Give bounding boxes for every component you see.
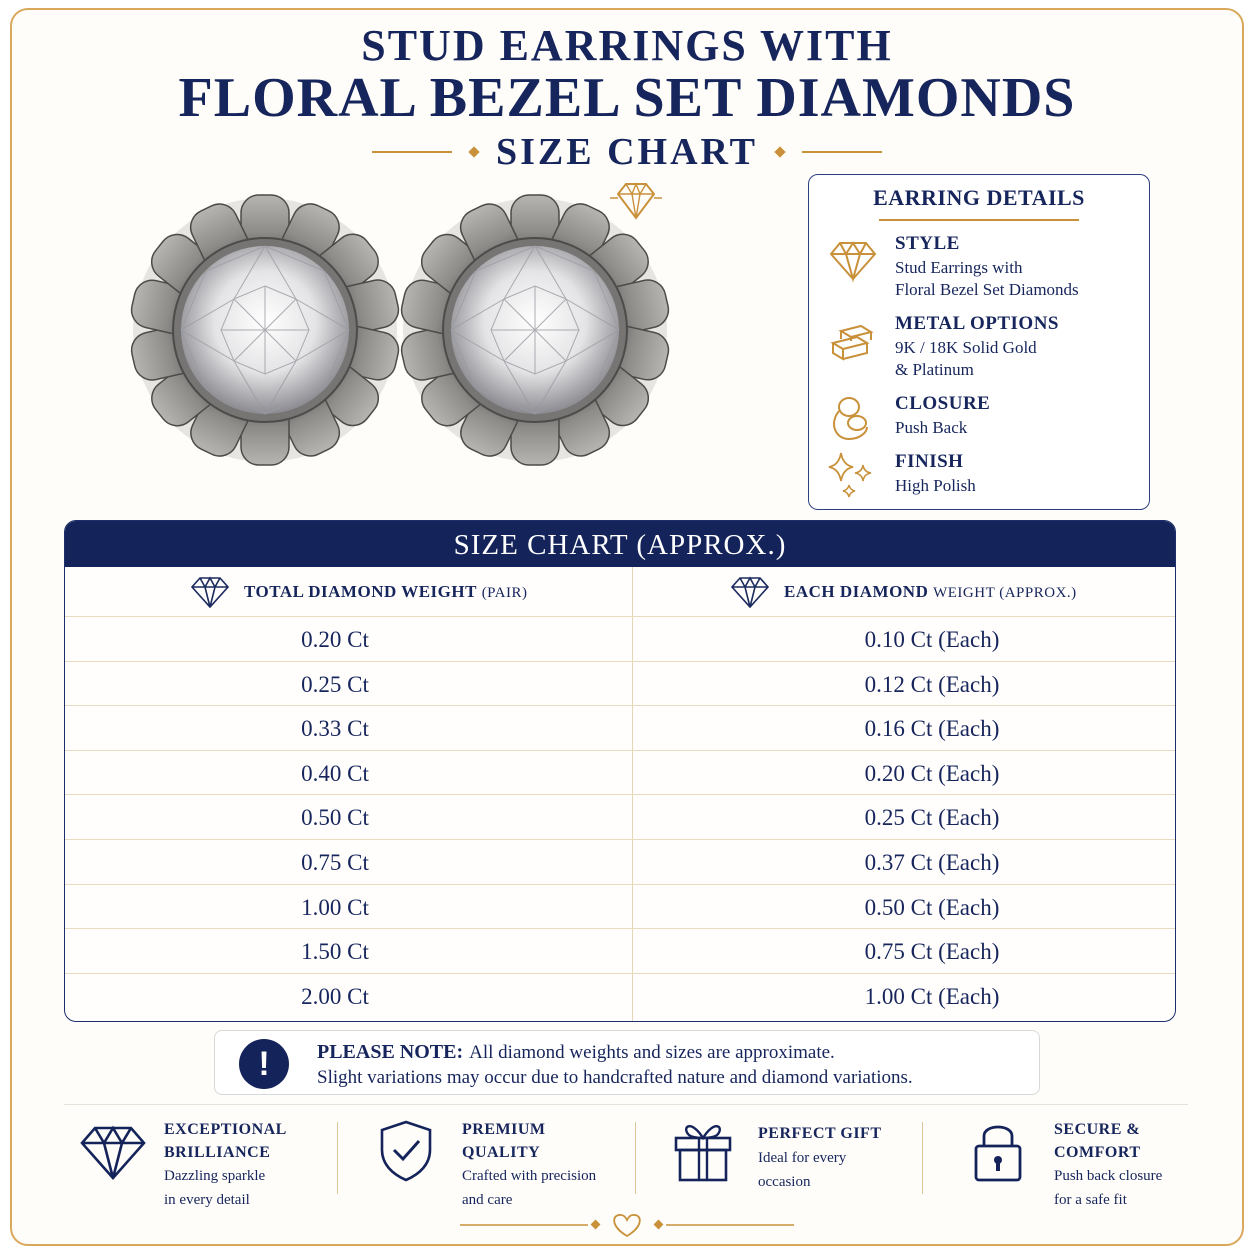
column-header-each <box>730 567 1077 617</box>
note-label: PLEASE NOTE: <box>317 1041 464 1063</box>
size-chart-rows <box>65 616 1175 1017</box>
gold-dot-left <box>468 146 479 157</box>
feature-gift-title: PERFECT GIFT <box>758 1125 882 1142</box>
column-total-label: TOTAL DIAMOND WEIGHT <box>244 582 477 601</box>
each-weight: 0.75 Ct (Each) <box>864 939 1000 965</box>
column-header-total <box>190 567 527 617</box>
feature-gift-desc: Ideal for every occasion <box>758 1150 847 1190</box>
detail-style <box>827 233 1137 303</box>
detail-style-value: Stud Earrings with Floral Bezel Set Diamonds <box>895 258 1079 299</box>
total-weight: 0.20 Ct <box>301 627 369 652</box>
feature-separator <box>635 1122 636 1194</box>
total-weight: 0.40 Ct <box>301 760 369 786</box>
earrings-image <box>125 190 685 470</box>
size-chart-table <box>64 520 1176 1022</box>
diamond-outline-icon <box>78 1118 148 1184</box>
table-row <box>65 750 1175 795</box>
gold-bars-icon <box>827 313 879 365</box>
details-title: EARRING DETAILS <box>873 185 1085 210</box>
feature-separator <box>922 1122 923 1194</box>
detail-finish-label: FINISH <box>895 451 964 472</box>
feature-brilliance-desc: Dazzling sparkle in every detail <box>164 1168 266 1208</box>
detail-metal-value: 9K / 18K Solid Gold & Platinum <box>895 338 1037 379</box>
feature-divider <box>64 1104 1188 1105</box>
earring-back-icon <box>827 393 879 445</box>
total-weight: 0.33 Ct <box>301 716 369 742</box>
each-weight: 0.12 Ct (Each) <box>864 671 1000 697</box>
subtitle: SIZE CHART <box>495 131 758 173</box>
column-each-sub: WEIGHT (APPROX.) <box>933 585 1077 601</box>
lock-icon <box>968 1118 1038 1184</box>
gold-divider-left <box>372 151 452 153</box>
feature-secure <box>968 1112 1198 1212</box>
table-row <box>65 884 1175 929</box>
gold-divider-right <box>802 151 882 153</box>
each-weight: 0.37 Ct (Each) <box>864 849 1000 875</box>
each-weight: 0.20 Ct (Each) <box>864 760 1000 786</box>
shield-check-icon <box>376 1118 446 1184</box>
feature-brilliance-title: EXCEPTIONAL BRILLIANCE <box>164 1121 287 1161</box>
note-text-1: All diamond weights and sizes are approximate. <box>469 1042 835 1063</box>
total-weight: 0.75 Ct <box>301 849 369 875</box>
total-weight: 1.00 Ct <box>301 894 369 920</box>
right-earring <box>398 195 672 465</box>
feature-separator <box>337 1122 338 1194</box>
diamond-outline-icon <box>190 575 230 609</box>
column-total-sub: (PAIR) <box>481 585 528 601</box>
size-chart-title: SIZE CHART (APPROX.) <box>65 521 1175 567</box>
title-line-2: FLORAL BEZEL SET DIAMONDS <box>178 67 1076 129</box>
each-weight: 0.16 Ct (Each) <box>864 716 1000 742</box>
feature-quality <box>376 1112 626 1212</box>
exclamation-icon: ! <box>239 1039 289 1089</box>
diamond-icon <box>827 233 879 285</box>
total-weight: 2.00 Ct <box>301 983 369 1009</box>
note-line-2: Slight variations may occur due to handcrafted nature and diamond variations. <box>317 1067 913 1088</box>
gift-icon <box>672 1118 742 1184</box>
note-line-1 <box>317 1041 835 1064</box>
table-row <box>65 705 1175 750</box>
feature-brilliance <box>78 1112 328 1212</box>
subtitle-row <box>0 130 1254 174</box>
feature-quality-title: PREMIUM QUALITY <box>462 1121 546 1161</box>
earring-details-panel <box>808 174 1150 510</box>
feature-quality-desc: Crafted with precision and care <box>462 1168 597 1208</box>
each-weight: 0.10 Ct (Each) <box>864 627 1000 652</box>
total-weight: 0.25 Ct <box>301 671 369 697</box>
table-row <box>65 661 1175 706</box>
diamond-outline-icon <box>730 575 770 609</box>
each-weight: 1.00 Ct (Each) <box>864 983 1000 1009</box>
total-weight: 0.50 Ct <box>301 805 369 831</box>
table-row <box>65 794 1175 839</box>
detail-style-label: STYLE <box>895 233 960 254</box>
heart-ornament-icon <box>460 1210 794 1240</box>
table-row <box>65 616 1175 661</box>
detail-metal-label: METAL OPTIONS <box>895 313 1059 334</box>
detail-closure-value: Push Back <box>895 418 968 437</box>
detail-closure-label: CLOSURE <box>895 393 991 414</box>
feature-gift <box>672 1112 912 1212</box>
left-earring <box>128 195 402 465</box>
detail-metal <box>827 313 1137 383</box>
feature-secure-desc: Push back closure for a safe fit <box>1054 1168 1163 1208</box>
detail-finish <box>827 451 1137 521</box>
please-note-box <box>214 1030 1040 1095</box>
table-row <box>65 973 1175 1018</box>
detail-finish-value: High Polish <box>895 476 976 495</box>
gold-dot-right <box>774 146 785 157</box>
sparkle-icon <box>827 451 879 503</box>
column-each-label: EACH DIAMOND <box>784 582 929 601</box>
title-line-1: STUD EARRINGS WITH <box>361 21 893 70</box>
each-weight: 0.25 Ct (Each) <box>864 805 1000 831</box>
each-weight: 0.50 Ct (Each) <box>864 894 1000 920</box>
total-weight: 1.50 Ct <box>301 939 369 965</box>
details-underline <box>879 219 1079 221</box>
table-row <box>65 928 1175 973</box>
feature-secure-title: SECURE & COMFORT <box>1054 1121 1141 1161</box>
table-row <box>65 839 1175 884</box>
